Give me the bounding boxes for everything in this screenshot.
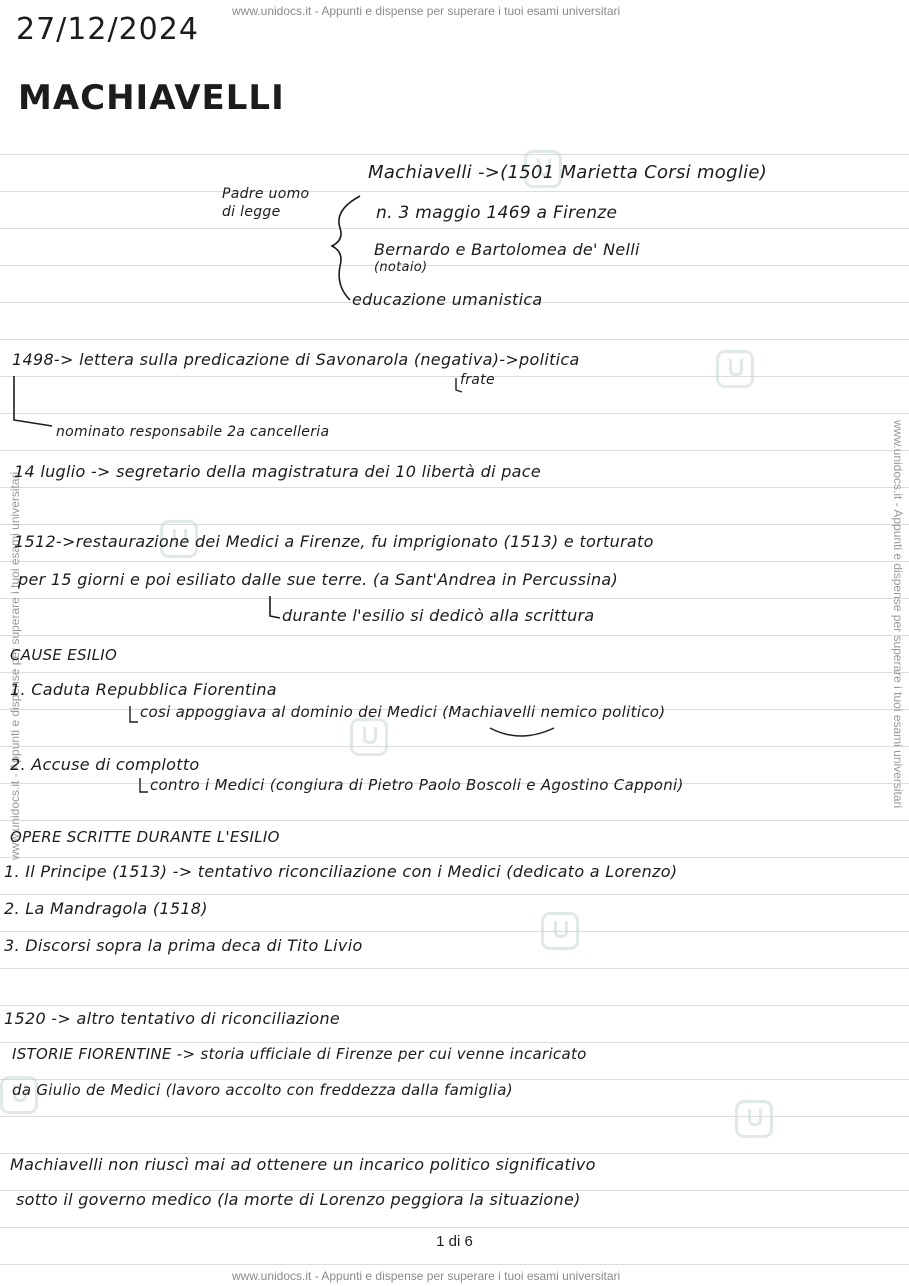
line-1512-b: per 15 giorni e poi esiliato dalle sue terre. (a Sant'Andrea in Percussina) <box>18 570 619 589</box>
nominato-arrow <box>14 376 52 426</box>
line-luglio: 14 luglio -> segretario della magistratura dei 10 libertà di pace <box>14 462 541 481</box>
father-note-1: Padre uomo <box>222 186 310 202</box>
cause2-arrow <box>140 778 148 792</box>
nemico-underline <box>490 728 554 736</box>
page-number: 1 di 6 <box>436 1233 473 1250</box>
page-title: MACHIAVELLI <box>18 78 285 118</box>
line-nominato: nominato responsabile 2a cancelleria <box>56 424 330 440</box>
cause-1-detail: cosi appoggiava al dominio dei Medici (Machiavelli nemico politico) <box>140 703 666 721</box>
header-watermark: www.unidocs.it - Appunti e dispense per superare i tuoi esami universitari <box>232 4 621 18</box>
opere-heading: OPERE SCRITTE DURANTE L'ESILIO <box>10 828 280 846</box>
footer-watermark: www.unidocs.it - Appunti e dispense per superare i tuoi esami universitari <box>232 1269 621 1283</box>
opera-1: 1. Il Principe (1513) -> tentativo riconciliazione con i Medici (dedicato a Lorenzo) <box>4 862 678 881</box>
opera-3: 3. Discorsi sopra la prima deca di Tito Livio <box>4 936 363 955</box>
bio-brace <box>332 196 360 300</box>
line-istorie-2: da Giulio de Medici (lavoro accolto con freddezza dalla famiglia) <box>12 1081 513 1099</box>
cause-2-detail: contro i Medici (congiura di Pietro Paolo Boscoli e Agostino Capponi) <box>150 776 684 794</box>
cause-2: 2. Accuse di complotto <box>10 755 200 774</box>
frate-arrow <box>456 378 462 392</box>
line-1512-a: 1512->restaurazione dei Medici a Firenze, fu imprigionato (1513) e torturato <box>14 532 654 551</box>
line-1512-c: durante l'esilio si dedicò alla scrittura <box>282 606 595 625</box>
line-frate: frate <box>460 372 495 388</box>
bio-name-line: Machiavelli ->(1501 Marietta Corsi moglie) <box>368 162 768 183</box>
bio-notaio: (notaio) <box>374 260 428 275</box>
right-side-watermark: www.unidocs.it - Appunti e dispense per superare i tuoi esami universitari <box>891 420 905 809</box>
line-1498: 1498-> lettera sulla predicazione di Savonarola (negativa)->politica <box>12 350 580 369</box>
cause-1: 1. Caduta Repubblica Fiorentina <box>10 680 277 699</box>
bio-education: educazione umanistica <box>352 290 543 309</box>
bio-parents: Bernardo e Bartolomea de' Nelli <box>374 240 640 259</box>
esilio-arrow <box>270 596 280 618</box>
left-side-watermark: www.unidocs.it - Appunti e dispense per superare i tuoi esami universitari <box>8 471 22 860</box>
line-final-1: Machiavelli non riuscì mai ad ottenere un incarico politico significativo <box>10 1155 596 1174</box>
cause1-arrow <box>130 706 138 722</box>
line-final-2: sotto il governo medico (la morte di Lorenzo peggiora la situazione) <box>16 1190 581 1209</box>
opera-2: 2. La Mandragola (1518) <box>4 899 208 918</box>
line-istorie-1: ISTORIE FIORENTINE -> storia ufficiale di Firenze per cui venne incaricato <box>12 1045 587 1063</box>
note-date: 27/12/2024 <box>16 12 199 47</box>
line-1520: 1520 -> altro tentativo di riconciliazione <box>4 1009 341 1028</box>
father-note-2: di legge <box>222 204 281 220</box>
cause-heading: CAUSE ESILIO <box>10 646 118 664</box>
bio-birth: n. 3 maggio 1469 a Firenze <box>376 203 618 223</box>
